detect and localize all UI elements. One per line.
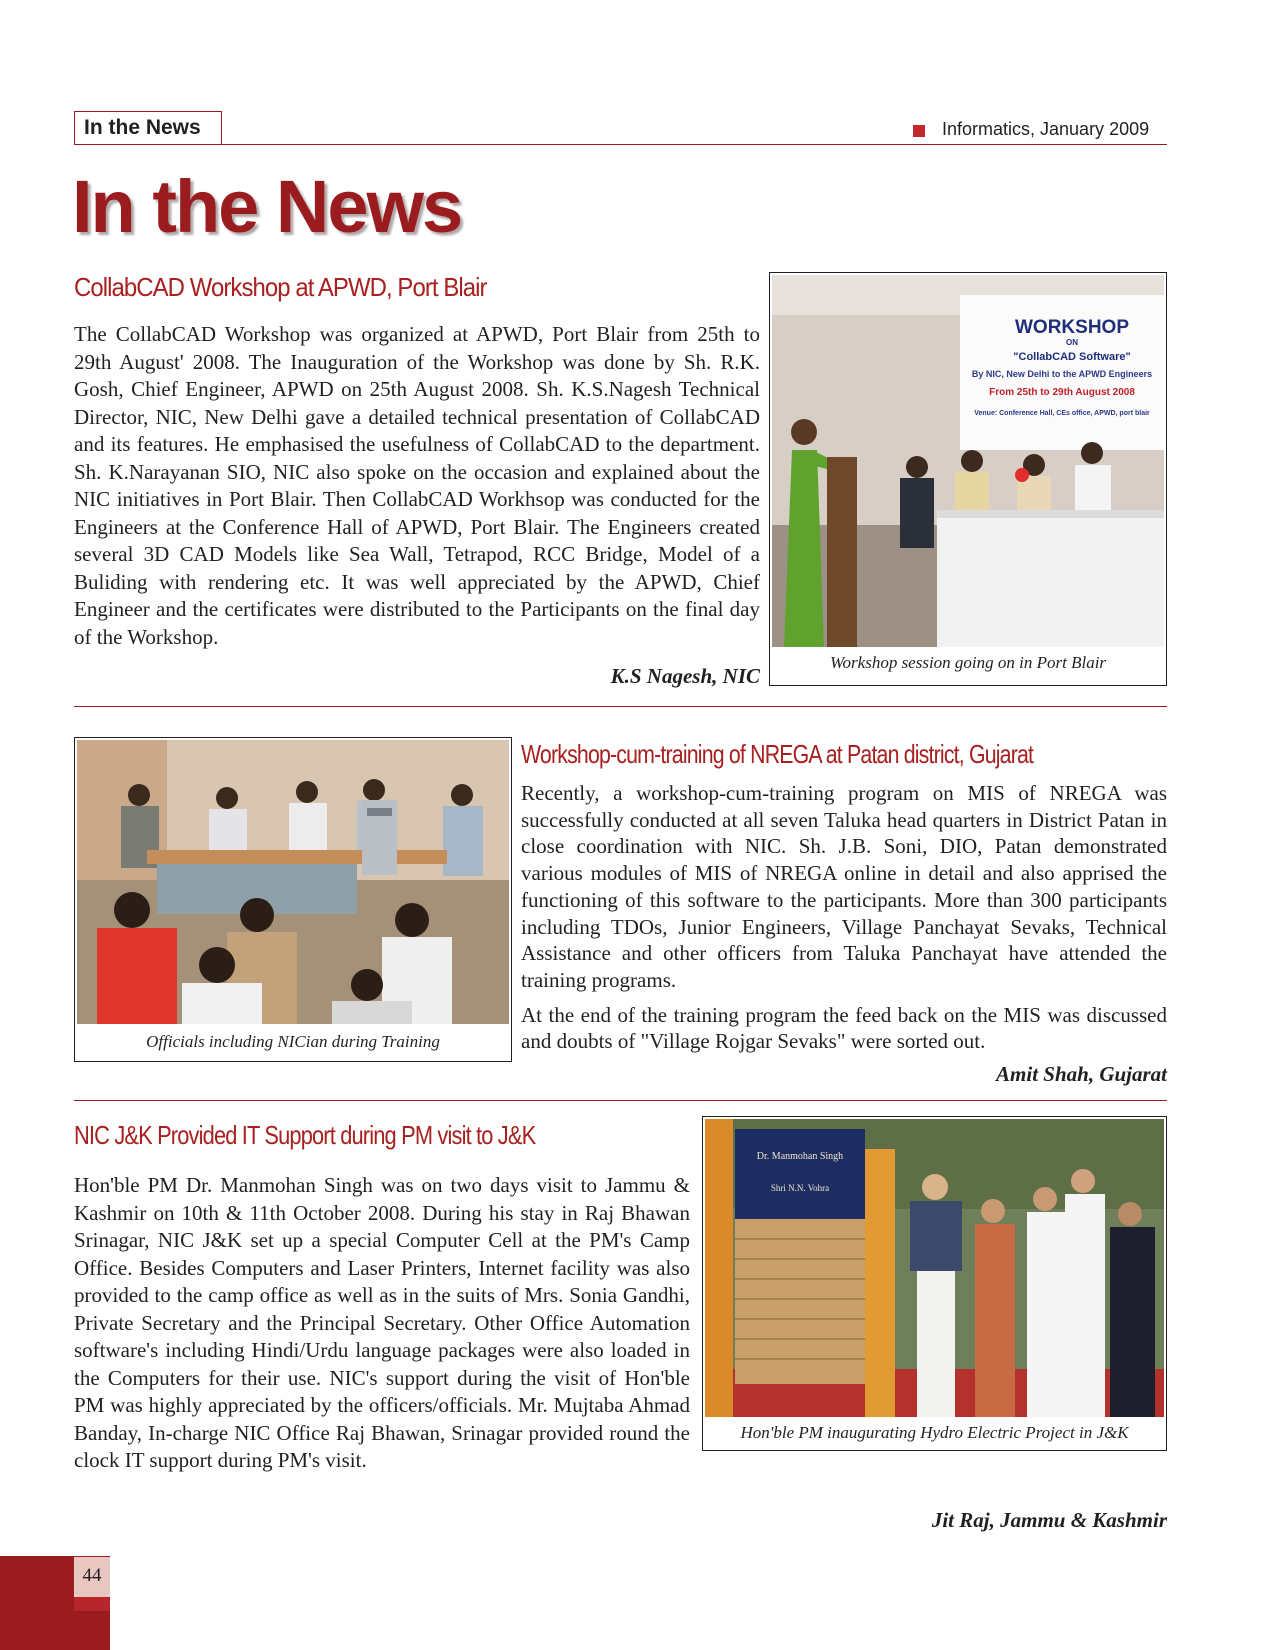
- article-3-body: [74, 1172, 690, 1475]
- banner-by: By NIC, New Delhi to the APWD Engineers: [971, 369, 1153, 379]
- article-3-byline: Jit Raj, Jammu & Kashmir: [931, 1508, 1167, 1532]
- article-2-paragraph: At the end of the training program the feed back on the MIS was discussed and doubts of "Village Rojgar Sevaks" were sorted out.: [521, 1002, 1167, 1054]
- plaque-by: Shri N.N. Vohra: [770, 1183, 830, 1193]
- divider-1: [74, 706, 1167, 707]
- issue-square-icon: [913, 125, 925, 137]
- article-3-paragraph: Hon'ble PM Dr. Manmohan Singh was on two days visit to Jammu & Kashmir on 10th & 11th October 2008. During his stay in Raj Bhawan Srinagar, NIC J&K set up a special Computer Cell at the PM's Camp Office. Besides Computers and Laser Printers, Internet facility was also provided to the camp office as well as in the suits of Mrs. Sonia Gandhi, Private Secretary and the Principal Secretary. Other Office Automation software's including Hindi/Urdu language packages were also loaded in the Computers for their use. NIC's support during the visit of Hon'ble PM was highly appreciated by the officers/officials. Mr. Mujtaba Ahmad Banday, In-charge NIC Office Raj Bhawan, Srinagar provided round the clock IT support during PM's visit.: [74, 1173, 690, 1472]
- article-1-body: [74, 321, 760, 651]
- article-2-body: [521, 780, 1167, 1055]
- banner-subject: "CollabCAD Software": [1013, 351, 1131, 363]
- article-2-photo: [77, 740, 509, 1024]
- banner-title: WORKSHOP: [1015, 317, 1129, 338]
- article-2-headline: Workshop-cum-training of NREGA at Patan district, Gujarat: [521, 739, 1034, 769]
- banner-dates: From 25th to 29th August 2008: [989, 387, 1135, 398]
- banner-on: ON: [1066, 338, 1078, 347]
- page-title: In the News: [72, 165, 462, 248]
- article-1-headline: CollabCAD Workshop at APWD, Port Blair: [74, 272, 487, 302]
- article-1-paragraph: The CollabCAD Workshop was organized at APWD, Port Blair from 25th to 29th August' 2008. The Inauguration of the Workshop was done by Sh. R.K. Gosh, Chief Engineer, APWD on 25th August 2008. Sh. K.S.Nagesh Technical Director, NIC, New Delhi gave a detailed technical presentation of CollabCAD and its features. He emphasised the usefulness of CollabCAD to the department. Sh. K.Narayanan SIO, NIC also spoke on the occasion and explained about the NIC initiatives in Port Blair. Then CollabCAD Workhsop was conducted for the Engineers at the Conference Hall of APWD, Port Blair. The Engineers created several 3D CAD Models like Sea Wall, Tetrapod, RCC Bridge, Model of a Buliding with rendering etc. It was well appreciated by the APWD, Chief Engineer and the certificates were distributed to the Participants on the final day of the Workshop.: [74, 322, 760, 649]
- article-3-headline: NIC J&K Provided IT Support during PM visit to J&K: [74, 1120, 536, 1150]
- article-1-photo-frame: [769, 272, 1167, 686]
- article-2-paragraph: Recently, a workshop-cum-training program on MIS of NREGA was successfully conducted at all seven Taluka head quarters in District Patan in close coordination with NIC. Sh. J.B. Soni, DIO, Patan demonstrated various modules of MIS of NREGA online in detail and also apprised the functioning of this software to the participants. More than 300 participants including TDOs, Junior Engineers, Village Panchayat Sevaks, Technical Assistance and other officers from Taluka Panchayat have attended the training programs.: [521, 781, 1167, 992]
- article-1-photo: [772, 275, 1164, 647]
- article-1-caption: Workshop session going on in Port Blair: [829, 653, 1107, 672]
- footer-strip: [74, 1597, 110, 1611]
- banner-venue: Venue: Conference Hall, CEs office, APWD, port blair: [974, 410, 1150, 417]
- header-rule: [221, 144, 1167, 145]
- article-1-byline: K.S Nagesh, NIC: [610, 664, 760, 688]
- section-tag: In the News: [74, 111, 222, 145]
- article-2-byline: Amit Shah, Gujarat: [996, 1062, 1167, 1086]
- page-number: 44: [74, 1557, 110, 1597]
- article-3-photo-frame: [702, 1116, 1167, 1451]
- issue-label: Informatics, January 2009: [942, 119, 1150, 139]
- article-3-caption: Hon'ble PM inaugurating Hydro Electric Project in J&K: [740, 1423, 1129, 1442]
- plaque-name: Dr. Manmohan Singh: [756, 1151, 844, 1162]
- article-2-caption: Officials including NICian during Training: [146, 1032, 440, 1051]
- article-3-photo: [705, 1119, 1164, 1417]
- article-2-photo-frame: [74, 737, 512, 1062]
- divider-2: [74, 1100, 1167, 1101]
